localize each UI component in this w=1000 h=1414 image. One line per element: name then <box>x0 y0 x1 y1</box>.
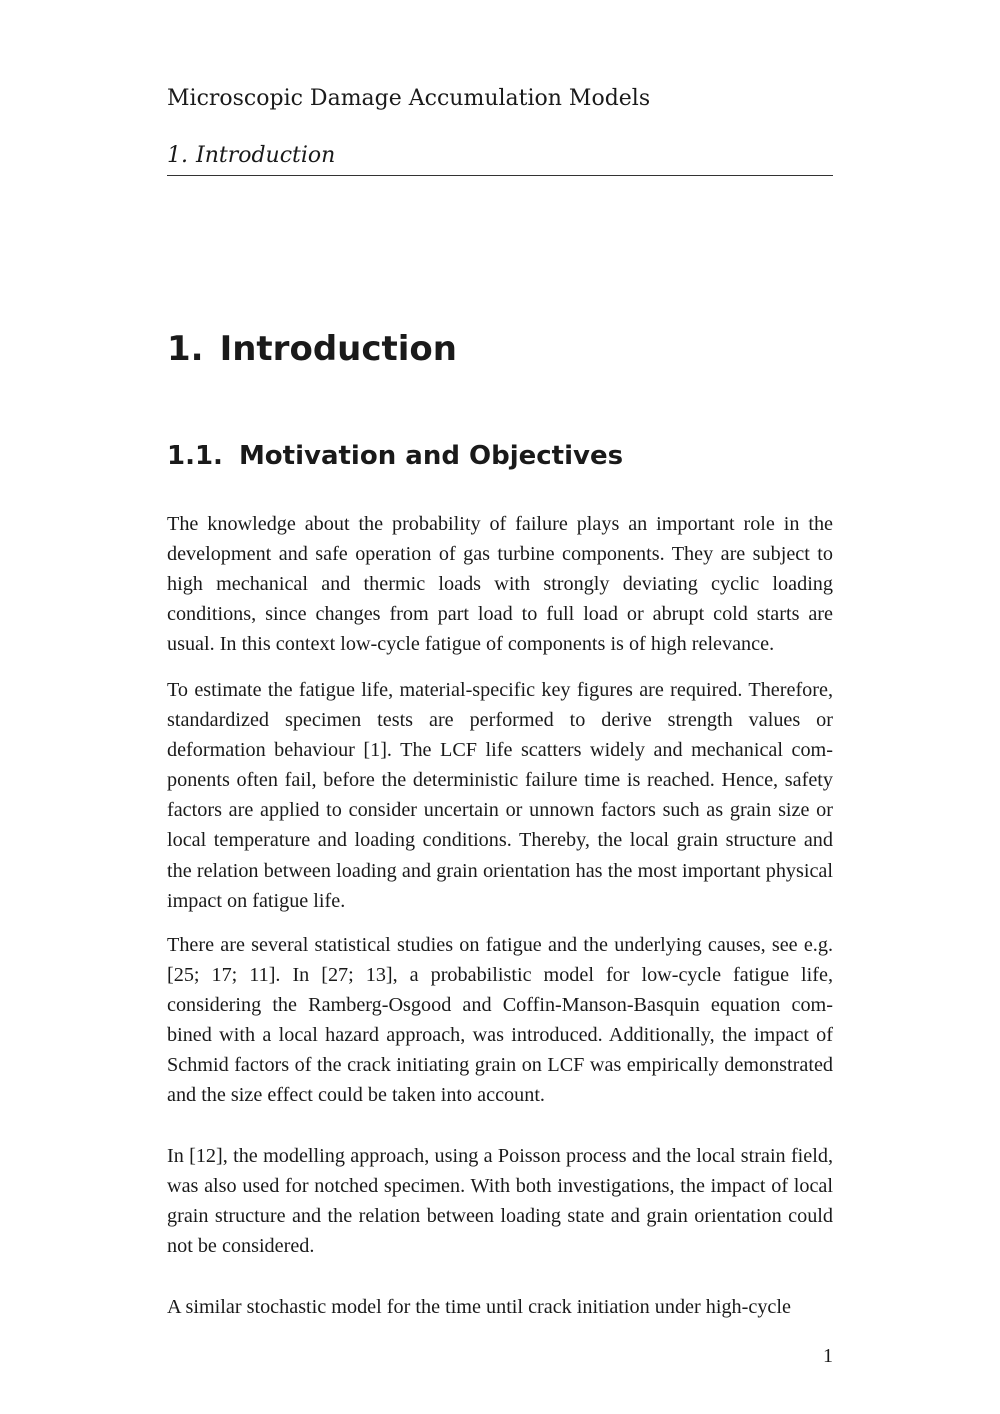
document-page <box>167 0 833 1414</box>
running-header-title: Microscopic Damage Accumulation Models <box>167 86 651 111</box>
paragraph: The knowledge about the probability of failure plays an important role in the development and safe operation of gas turbine components. They are subject to high mechanical and thermic loads with strongly deviating cyclic loading conditions, since changes from part load to full load or abrupt cold starts are usual. In this context low-cycle fatigue of components is of high relevance. <box>167 513 833 656</box>
chapter-title: Introduction <box>219 329 457 369</box>
paragraph: There are several statistical studies on fatigue and the underlying causes, see e.g. [25; 17; 11]. In [27; 13], a probabilistic model for low-cycle fatigue life, considering the Ramberg-Osgood and Coffin-Manson-Basquin equation combined with a local hazard approach, was introduced. Additionally, the impact of Schmid factors of the crack initiating grain on LCF was empirically demonstrated and the size effect could be taken into account. <box>167 934 833 1107</box>
running-chapter-number: 1. <box>167 143 188 168</box>
page-number: 1 <box>823 1345 833 1367</box>
running-header-chapter <box>167 141 335 171</box>
paragraph: A similar stochastic model for the time until crack initiation under high-cycle <box>167 1296 791 1318</box>
header-rule <box>167 175 833 176</box>
section-title: Motivation and Objectives <box>238 441 624 471</box>
paragraph: To estimate the fatigue life, material-specific key figures are required. Therefore, standardized specimen tests are performed to derive strength values or deformation behaviour [1]. The LCF life scatters widely and mechanical components often fail, before the deterministic failure time is reached. Hence, safety factors are applied to consider uncertain or unnown factors such as grain size or local temperature and loading conditions. Thereby, the local grain structure and the relation between loading and grain orientation has the most important physical impact on fatigue life. <box>167 679 833 912</box>
chapter-number: 1. <box>167 329 204 369</box>
paragraph: In [12], the modelling approach, using a Poisson process and the local strain field, was also used for notched specimen. With both investigations, the impact of local grain structure and the relation between loading state and grain orientation could not be considered. <box>167 1145 833 1258</box>
section-number: 1.1. <box>167 441 223 471</box>
section-heading <box>167 438 623 474</box>
running-chapter-title: Introduction <box>196 143 336 168</box>
chapter-heading <box>167 326 457 372</box>
